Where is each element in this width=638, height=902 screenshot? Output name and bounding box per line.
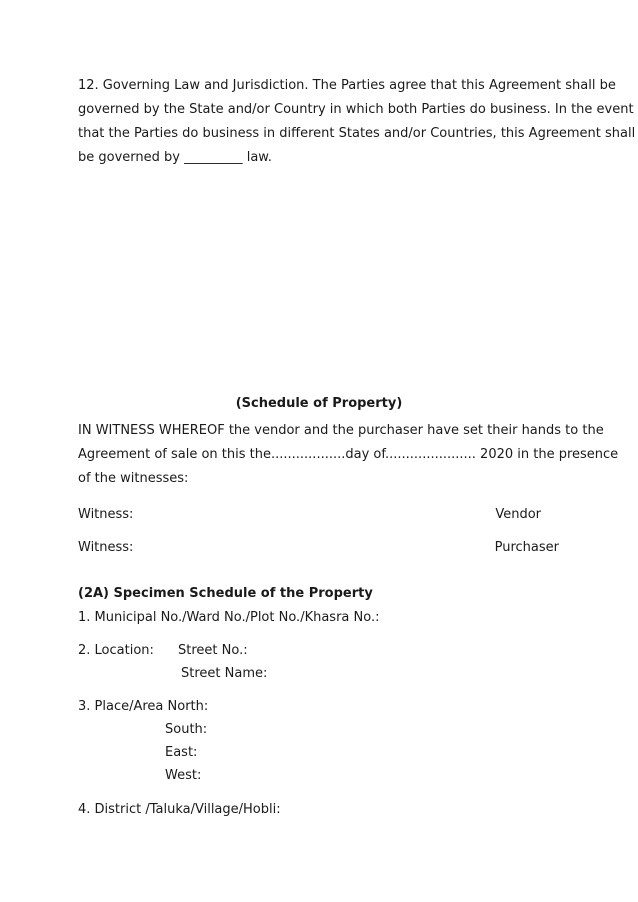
street-name-label: Street Name: <box>181 666 268 681</box>
witness-line: Agreement of sale on this the..................day of...................... 2020 in the presence <box>78 447 619 462</box>
witness-line: IN WITNESS WHEREOF the vendor and the purchaser have set their hands to the <box>78 423 604 438</box>
purchaser-label: Purchaser <box>494 540 559 555</box>
specimen-schedule-heading: (2A) Specimen Schedule of the Property <box>78 586 373 601</box>
municipal-number-item: 1. Municipal No./Ward No./Plot No./Khasra No.: <box>78 610 380 625</box>
location-label: 2. Location: <box>78 643 154 658</box>
witness-paragraph <box>78 419 619 491</box>
schedule-of-property-heading: (Schedule of Property) <box>235 396 403 411</box>
west-label: West: <box>165 768 202 783</box>
clause-12-paragraph <box>78 74 636 170</box>
street-no-label: Street No.: <box>178 643 248 658</box>
clause-12-line: 12. Governing Law and Jurisdiction. The Parties agree that this Agreement shall be <box>78 78 616 93</box>
place-area-north-label: 3. Place/Area North: <box>78 699 209 714</box>
vendor-label: Vendor <box>495 507 541 522</box>
signature-row-vendor <box>78 507 559 522</box>
clause-12-line: that the Parties do business in different States and/or Countries, this Agreement shall <box>78 126 636 141</box>
clause-12-line: governed by the State and/or Country in which both Parties do business. In the event <box>78 102 634 117</box>
east-label: East: <box>165 745 198 760</box>
south-label: South: <box>165 722 208 737</box>
district-taluka-item: 4. District /Taluka/Village/Hobli: <box>78 802 281 817</box>
witness-line: of the witnesses: <box>78 471 189 486</box>
witness-label: Witness: <box>78 540 134 555</box>
signature-row-purchaser <box>78 540 559 555</box>
witness-label: Witness: <box>78 507 134 522</box>
clause-12-line: be governed by _________ law. <box>78 150 272 165</box>
